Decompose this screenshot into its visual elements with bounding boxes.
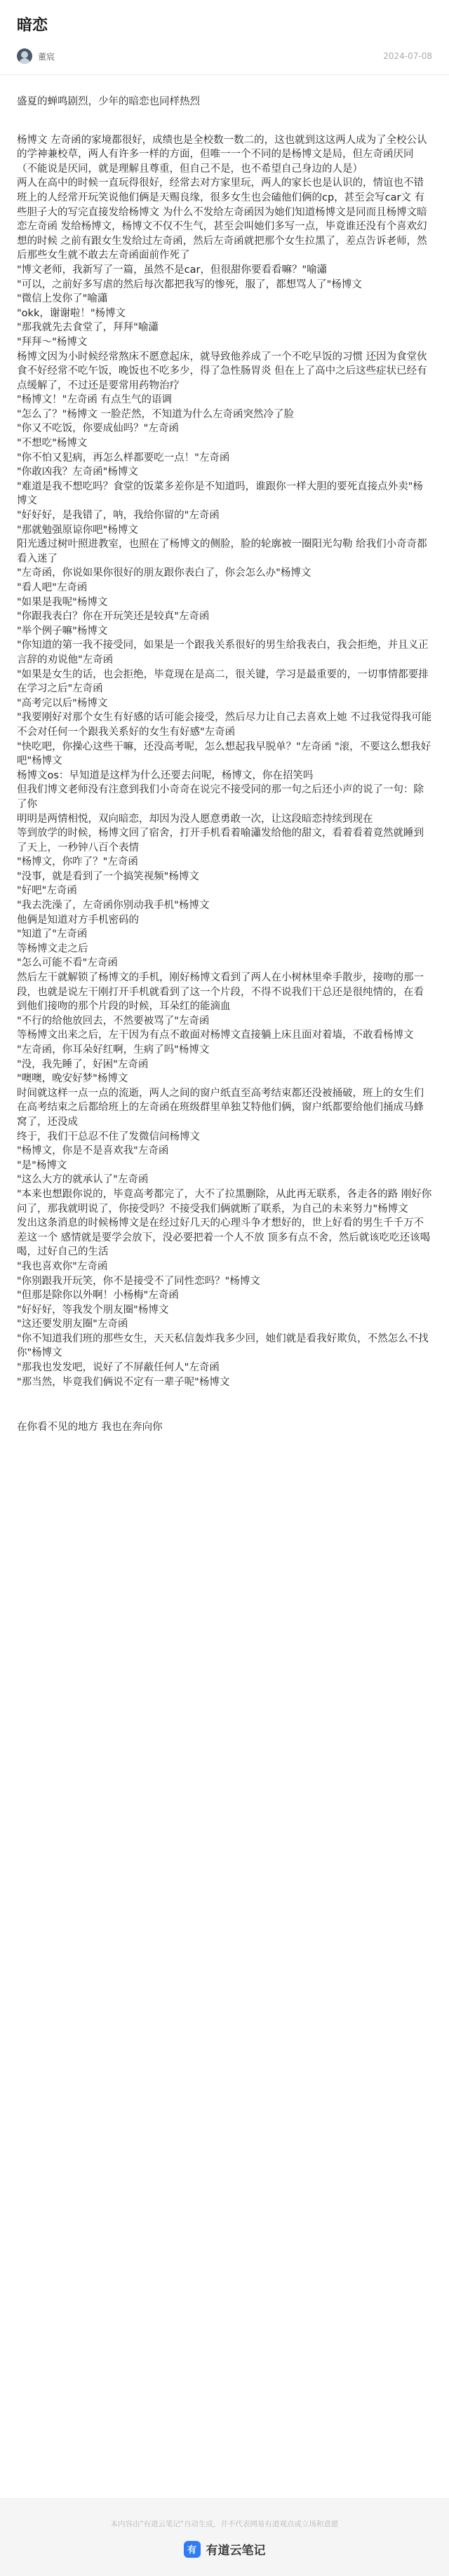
story-paragraph: "不想吃"杨博文 <box>17 438 88 450</box>
story-paragraph: 杨博文因为小时候经常熬床不愿意起床，就导致他养成了一个不吃早饭的习惯 还因为食堂伙食不好经常不吃午饭，晚饭也不吃多少，得了急性肠胃炎 但在上了高中之后这些症状已经有点缓解了，不过还是要常用药物治疗 <box>17 351 427 391</box>
story-paragraph: "你不怕又犯病，再怎么样都要吃一点！"左奇函 <box>17 452 230 464</box>
note-header <box>0 0 449 65</box>
story-paragraph: "举个例子嘛"杨博文 <box>17 625 108 637</box>
story-paragraph: "噢噢，晚安好梦"杨博文 <box>17 1073 128 1085</box>
story-paragraph: "我要刚好对那个女生有好感的话可能会接受，然后尽力让自己去喜欢上她 不过我觉得我可能不会对任何一个跟我关系好的女生有好感"左奇函 <box>17 712 432 738</box>
note-body <box>0 75 449 1435</box>
brand[interactable] <box>0 2540 449 2558</box>
story-paragraph: "这么大方的就承认了"左奇函 <box>17 1174 149 1186</box>
story-paragraph: "杨博文，你咋了？"左奇函 <box>17 856 138 868</box>
story-paragraph: "但那是除你以外啊！小杨梅"左奇函 <box>17 1290 179 1302</box>
story-paragraph: 时间就这样一点一点的流逝，两人之间的窗户纸直至高考结束都还没被捅破，班上的女生们在高考结束之后都给班上的左奇函在班级群里单独艾特他们俩，窗户纸都要给他们捅成马蜂窝了，还没成 <box>17 1087 424 1128</box>
note-title: 暗恋 <box>17 17 48 34</box>
story-paragraph: 然后左干就解锁了杨博文的手机，刚好杨博文看到了两人在小树林里牵手散步，接吻的那一段，也就是说左干刚打开手机就看到了这一个片段，不得不说我们干总还是很纯情的，在看到他们接吻的那个片段的时候，耳朵红的能滴血 <box>17 972 424 1013</box>
story-paragraph: "你别跟我开玩笑，你不是接受不了同性恋吗？"杨博文 <box>17 1275 260 1287</box>
story-paragraph: 等杨博文出来之后，左干因为有点不敢面对杨博文直接躺上床且面对着墙，不敢看杨博文 <box>17 1030 414 1041</box>
story-paragraph: 杨博文 左奇函的家境都很好，成绩也是全校数一数二的，这也就到这这两人成为了全校公认的学神兼校草，两人有许多一样的方面，但唯一一个不同的是杨博文是局，但左奇函厌同（不能说是厌同，就是理解且尊重，但自己不是，也不希望自己身边的人是） <box>17 134 427 175</box>
story-paragraph: "你敢凶我？左奇函"杨博文 <box>17 466 138 478</box>
story-paragraph: 杨博文os：早知道是这样为什么还要去问呢，杨博文，你在招笑吗 <box>17 769 314 781</box>
avatar[interactable] <box>17 48 32 64</box>
story-paragraph: "你知道的第一我不接受同，如果是一个跟我关系很好的男生给我表白，我会拒绝，并且义正言辞的劝说他"左奇函 <box>17 640 429 666</box>
story-paragraph: "那就勉强原谅你吧"杨博文 <box>17 524 138 536</box>
story-paragraph: 终于，我们干总忍不住了发微信问杨博文 <box>17 1131 200 1142</box>
story-paragraph: 但我们博文老师没有注意到我们小奇奇在说完不接受同的那一句之后还小声的说了一句：除了你 <box>17 784 424 810</box>
story-paragraph: "okk，谢谢啦！"杨博文 <box>17 307 126 319</box>
story-paragraph: 他俩是知道对方手机密码的 <box>17 914 139 926</box>
story-paragraph: "高考完以后"杨博文 <box>17 697 108 709</box>
story-paragraph: "拜拜～"杨博文 <box>17 336 88 348</box>
author-name[interactable]: 董宸 <box>38 51 55 62</box>
story-paragraph: "你不知道我们班的那些女生，天天私信轰炸我多少回，她们就是看我好欺负，不然怎么不找你"杨博文 <box>17 1333 429 1359</box>
story-paragraph: "快吃吧，你操心这些干嘛，还没高考呢，怎么想起我早脱单？"左奇函 "滚，不要这么想我好吧"杨博文 <box>17 741 431 767</box>
story-paragraph: "是"杨博文 <box>17 1159 67 1171</box>
story-paragraph: "看人吧"左奇函 <box>17 582 88 593</box>
story-paragraph: 两人在高中的时候一直玩得很好，经常去对方家里玩，两人的家长也是认识的，情谊也不错 班上的人经常开玩笑说他们俩是天赐良缘，很多女生也会磕他们俩的cp，甚至会写car文 有些胆子大的写完直接发给杨博文 为什么不发给左奇函因为她们知道杨博文是同而且杨博文暗恋左奇函 发给杨博文，杨博文不仅不生气，甚至会叫她们多写一点，毕竟谁还没有个喜欢幻想的时候 之前有跟女生发给过左奇函，然后左奇函就把那个女生拉黑了，差点告诉老师，然后那些女生就不敢去左奇函面前作死了 <box>17 177 427 262</box>
story-paragraph: 等到放学的时候，杨博文回了宿舍，打开手机看着喻瀟发给他的甜文，看着看着竟然就睡到了天上，一秒钟八百个表情 <box>17 828 424 854</box>
story-paragraph: "怎么了？"杨博文 一脸茫然，不知道为什么左奇函突然冷了脸 <box>17 408 294 420</box>
story-paragraph: "你又不吃饭，你要成仙吗？"左奇函 <box>17 423 179 435</box>
story-paragraph: "没，我先睡了，好困"左奇函 <box>17 1058 149 1070</box>
youdao-note-logo-icon: 有 <box>184 2541 201 2558</box>
story-paragraph: "难道是我不想吃吗？食堂的饭菜多差你是不知道吗，谁跟你一样大胆的要死直接点外卖"杨博文 <box>17 480 423 507</box>
story-paragraph: "没事，就是看到了一个搞笑视频"杨博文 <box>17 870 199 882</box>
story-paragraph: "如果是我呢"杨博文 <box>17 596 108 608</box>
story-paragraph: "那我就先去食堂了，拜拜"喻瀟 <box>17 322 159 334</box>
story-paragraph: "那当然，毕竟我们俩说不定有一辈子呢"杨博文 <box>17 1376 230 1388</box>
story-paragraph: "杨博文！"左奇函 有点生气的语调 <box>17 394 172 406</box>
story-paragraph: "可以，之前好多写虐的然后每次都把我写的惨死，服了，都想骂人了"杨博文 <box>17 278 362 290</box>
story-paragraph: "好吧"左奇函 <box>17 885 77 897</box>
story-paragraph: "不行的给他放回去，不然要被骂了"左奇函 <box>17 1015 210 1027</box>
story-paragraph: 等杨博文走之后 <box>17 943 88 955</box>
story-paragraph: "我去洗澡了，左奇函你别动我手机"杨博文 <box>17 900 210 912</box>
story-paragraph: 明明是两情相悦，双向暗恋，却因为没人愿意勇敢一次，让这段暗恋持续到现在 <box>17 813 373 825</box>
brand-name: 有道云笔记 <box>206 2544 266 2558</box>
story-paragraphs <box>17 133 432 1390</box>
story-paragraph: "左奇函，你耳朵好红啊，生病了吗"杨博文 <box>17 1044 210 1056</box>
story-paragraph: "杨博文，你是不是喜欢我"左奇函 <box>17 1145 169 1157</box>
intro-paragraph: 盛夏的蝉鸣剧烈，少年的暗恋也同样热烈 <box>17 96 200 107</box>
story-paragraph: "我也喜欢你"左奇函 <box>17 1260 108 1272</box>
story-paragraph: 发出这条消息的时候杨博文是在经过好几天的心理斗争才想好的，世上好看的男生千千万不差这一个 感情就是要学会放下，没必要把着一个人不放 顶多有点不舍，然后就该吃吃还该喝喝，过好自己的生活 <box>17 1218 431 1258</box>
story-paragraph: "本来也想跟你说的，毕竟高考都完了，大不了拉黑删除，从此再无联系，各走各的路 刚好你问了，那我就明说了，你接受吗？不接受我们俩就断了联系，为自己的未来努力"杨博文 <box>17 1188 432 1215</box>
story-paragraph: "微信上发你了"喻瀟 <box>17 293 108 305</box>
story-paragraph: "左奇函，你说如果你很好的朋友跟你表白了，你会怎么办"杨博文 <box>17 567 311 579</box>
ending-paragraph: 在你看不见的地方 我也在奔向你 <box>17 1422 163 1434</box>
story-paragraph: "知道了"左奇函 <box>17 929 88 940</box>
author-row <box>17 48 432 65</box>
story-paragraph: "如果是女生的话，也会拒绝，毕竟现在是高二，很关键，学习是最重要的，一切事情都要排在学习之后"左奇函 <box>17 668 429 695</box>
story-paragraph: "怎么可能不看"左奇函 <box>17 957 118 969</box>
footer <box>0 2498 449 2576</box>
footer-disclaimer: 本内容由"有道云笔记"自动生成，并不代表网易有道观点或立场和意愿 <box>110 2520 339 2528</box>
story-paragraph: 阳光透过树叶照进教室，也照在了杨博文的侧脸，脸的轮廓被一圈阳光勾勒 给我们小奇奇都看入迷了 <box>17 539 427 565</box>
story-paragraph: "好好好，是我错了，呐，我给你留的"左奇函 <box>17 510 220 522</box>
story-paragraph: "博文老师，我新写了一篇，虽然不是car，但很甜你要看看嘛？"喻瀟 <box>17 264 328 276</box>
story-paragraph: "那我也发发吧，说好了不屏蔽任何人"左奇函 <box>17 1362 220 1374</box>
story-paragraph: "你跟我表白？你在开玩笑还是较真"左奇函 <box>17 611 210 623</box>
publish-date: 2024-07-08 <box>383 51 432 61</box>
story-paragraph: "好好好，等我发个朋友圈"杨博文 <box>17 1304 169 1316</box>
story-paragraph: "这还要发朋友圈"左奇函 <box>17 1319 128 1330</box>
